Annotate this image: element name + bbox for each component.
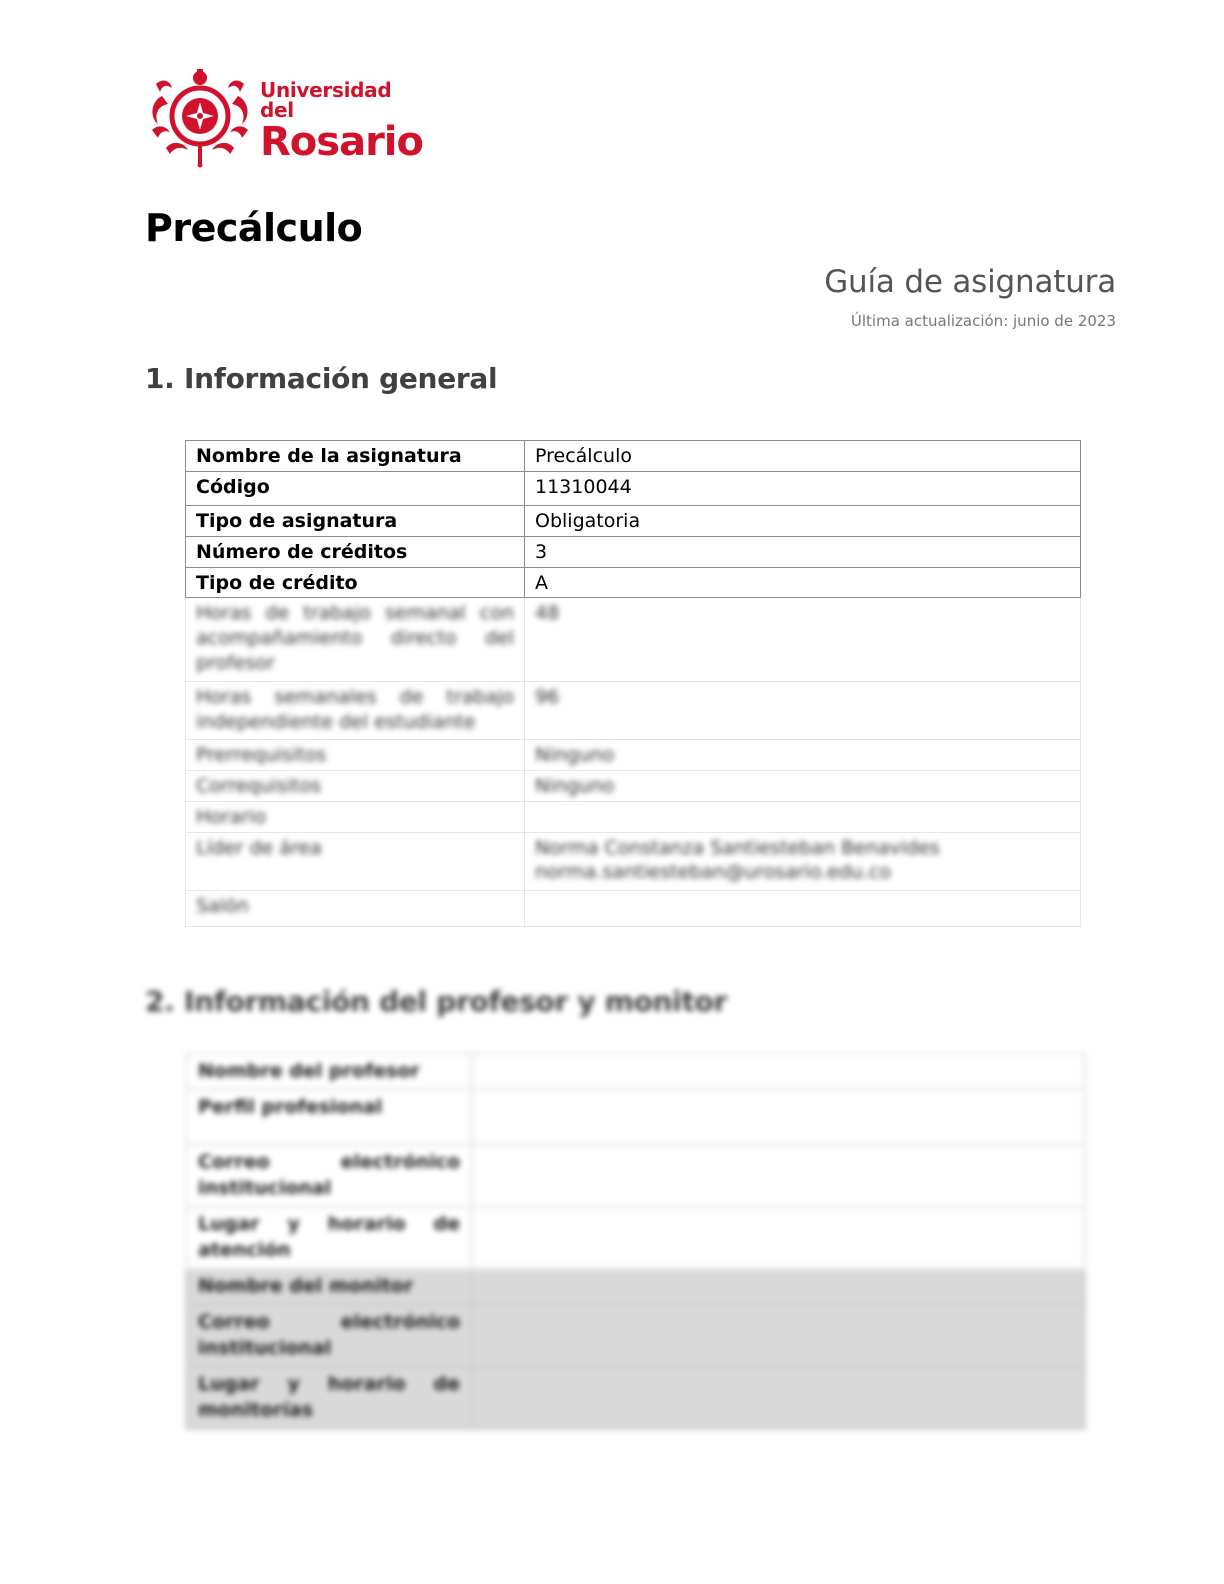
row-label: Nombre de la asignatura [186, 441, 525, 472]
row-label: Correo electrónico institucional [187, 1304, 472, 1366]
table-row [187, 1206, 1085, 1268]
row-label: Nombre del monitor [187, 1268, 472, 1304]
row-label: Número de créditos [186, 537, 525, 568]
university-crest-icon [148, 66, 252, 168]
row-value: Obligatoria [525, 506, 1081, 537]
row-value: Precálculo [525, 441, 1081, 472]
row-value: Norma Constanza Santiesteban Benavides norma.santiesteban@urosario.edu.co [525, 832, 1081, 890]
row-value [472, 1268, 1085, 1304]
page-title: Precálculo [145, 206, 363, 250]
table-row [186, 832, 1081, 890]
row-value: 96 [525, 682, 1081, 740]
row-label: Horario [186, 801, 525, 832]
table-row [186, 506, 1081, 537]
row-label: Líder de área [186, 832, 525, 890]
row-value [525, 890, 1081, 926]
table-row [186, 471, 1081, 506]
last-updated: Última actualización: junio de 2023 [850, 312, 1116, 330]
university-logo [148, 66, 423, 168]
row-value: A [525, 567, 1081, 598]
row-value: 11310044 [525, 471, 1081, 506]
row-label: Código [186, 471, 525, 506]
row-label: Perfil profesional [187, 1089, 472, 1144]
table-row [187, 1304, 1085, 1366]
general-info-table [185, 440, 1081, 927]
table-row [186, 682, 1081, 740]
row-value: 48 [525, 598, 1081, 682]
section-heading-general-info: 1. Información general [145, 362, 498, 395]
table-row [186, 890, 1081, 926]
row-label: Nombre del profesor [187, 1054, 472, 1090]
row-label: Prerrequisitos [186, 740, 525, 771]
table-row [186, 740, 1081, 771]
row-value [472, 1089, 1085, 1144]
professor-info-table [185, 1052, 1086, 1430]
row-value: Ninguno [525, 740, 1081, 771]
section-heading-professor-info: 2. Información del profesor y monitor [145, 985, 728, 1018]
table-row [186, 567, 1081, 598]
university-name-line1: Universidad del [260, 78, 392, 122]
row-value [472, 1304, 1085, 1366]
table-row [186, 801, 1081, 832]
row-value [472, 1054, 1085, 1090]
row-label: Correo electrónico institucional [187, 1144, 472, 1206]
table-row [186, 441, 1081, 472]
row-label: Tipo de asignatura [186, 506, 525, 537]
row-label: Lugar y horario de atención [187, 1206, 472, 1268]
table-row [187, 1268, 1085, 1304]
row-label: Horas de trabajo semanal con acompañamiento directo del profesor [186, 598, 525, 682]
row-value [472, 1144, 1085, 1206]
table-row [187, 1089, 1085, 1144]
university-name-line2: Rosario [260, 119, 423, 165]
table-row [186, 537, 1081, 568]
table-row [187, 1054, 1085, 1090]
table-row [187, 1144, 1085, 1206]
row-label: Tipo de crédito [186, 567, 525, 598]
row-value [472, 1206, 1085, 1268]
university-name [260, 78, 423, 165]
document-subtitle: Guía de asignatura [824, 264, 1116, 300]
row-value [525, 801, 1081, 832]
row-label: Correquisitos [186, 771, 525, 802]
row-label: Lugar y horario de monitorías [187, 1366, 472, 1428]
table-row [186, 771, 1081, 802]
table-row [187, 1366, 1085, 1428]
row-label: Horas semanales de trabajo independiente del estudiante [186, 682, 525, 740]
row-value: Ninguno [525, 771, 1081, 802]
row-value [472, 1366, 1085, 1428]
table-row [186, 598, 1081, 682]
row-value: 3 [525, 537, 1081, 568]
row-label: Salón [186, 890, 525, 926]
